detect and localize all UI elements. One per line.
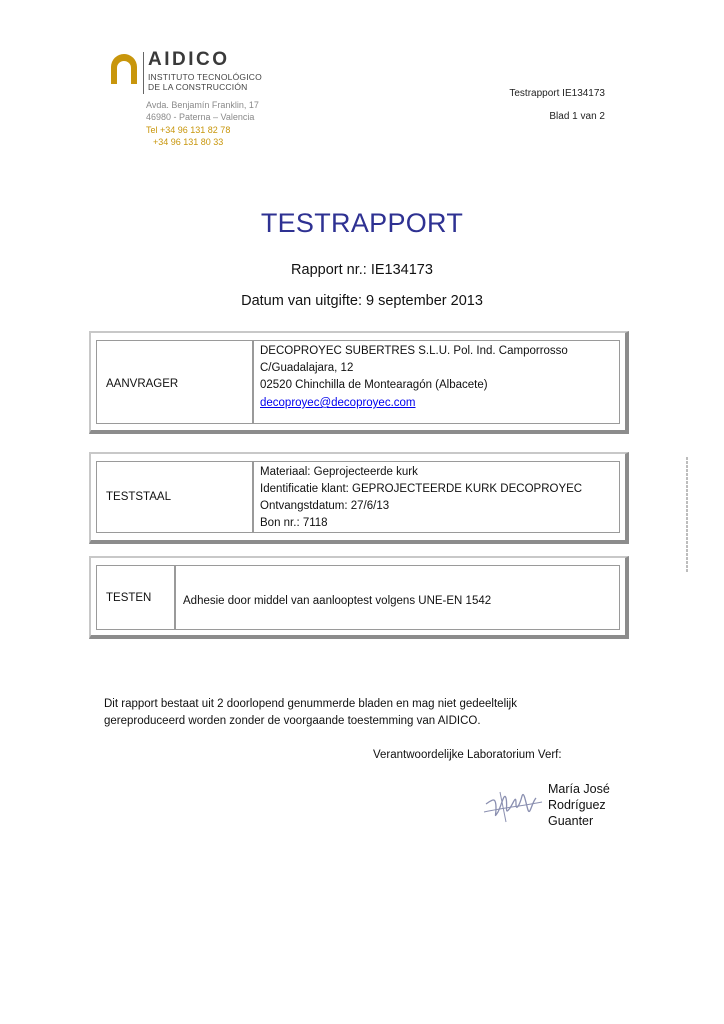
- testen-value: Adhesie door middel van aanlooptest volgens UNE-EN 1542: [183, 595, 492, 607]
- aanvrager-value-cell: [253, 340, 620, 424]
- disclaimer-line-1: Dit rapport bestaat uit 2 doorlopend genummerde bladen en mag niet gedeeltelijk: [104, 698, 517, 710]
- document-title: TESTRAPPORT: [260, 208, 464, 238]
- report-number: Rapport nr.: IE134173: [291, 262, 433, 278]
- teststaal-client-id: Identificatie klant: GEPROJECTEERDE KURK DECOPROYEC: [260, 483, 583, 495]
- signatory-surname-2: Guanter: [548, 814, 594, 828]
- aidico-arch-icon: [109, 54, 139, 84]
- logo-divider: [143, 52, 144, 94]
- teststaal-material: Materiaal: Geprojecteerde kurk: [260, 466, 418, 478]
- vertical-margin-note: [683, 455, 691, 575]
- signatory-surname-1: Rodríguez: [548, 798, 606, 812]
- signatory-first-name: María José: [548, 782, 610, 796]
- aanvrager-label-cell: [96, 340, 253, 424]
- logo-subtitle-1: INSTITUTO TECNOLÓGICO: [148, 72, 262, 82]
- teststaal-receipt-date: Ontvangstdatum: 27/6/13: [260, 500, 390, 512]
- testen-value-cell: [175, 565, 620, 630]
- telephone-2: +34 96 131 80 33: [153, 137, 224, 147]
- address-line-1: Avda. Benjamín Franklin, 17: [146, 100, 259, 110]
- aanvrager-line-2: C/Guadalajara, 12: [260, 362, 354, 374]
- aanvrager-label: AANVRAGER: [106, 378, 179, 390]
- teststaal-label: TESTSTAAL: [106, 491, 171, 503]
- teststaal-value-cell: [253, 461, 620, 533]
- lab-responsible-label: Verantwoordelijke Laboratorium Verf:: [373, 749, 562, 761]
- disclaimer-line-2: gereproduceerd worden zonder de voorgaande toestemming van AIDICO.: [104, 715, 481, 727]
- issue-date: Datum van uitgifte: 9 september 2013: [241, 293, 483, 309]
- handwritten-signature: [482, 782, 544, 828]
- aanvrager-section: [89, 331, 629, 434]
- teststaal-order-number: Bon nr.: 7118: [260, 517, 328, 529]
- aanvrager-email-link[interactable]: decoproyec@decoproyec.com: [260, 397, 416, 409]
- telephone-1: Tel +34 96 131 82 78: [146, 125, 231, 135]
- aanvrager-line-3: 02520 Chinchilla de Montearagón (Albacete): [260, 379, 488, 391]
- testen-section: [89, 556, 629, 639]
- teststaal-label-cell: [96, 461, 253, 533]
- report-reference: Testrapport IE134173: [509, 88, 605, 99]
- teststaal-section: [89, 452, 629, 544]
- testen-label: TESTEN: [106, 592, 152, 604]
- address-line-2: 46980 - Paterna – Valencia: [146, 112, 255, 122]
- logo-subtitle-2: DE LA CONSTRUCCIÓN: [148, 82, 248, 92]
- page-number: Blad 1 van 2: [549, 111, 605, 122]
- logo-name: AIDICO: [148, 49, 230, 70]
- testen-label-cell: [96, 565, 175, 630]
- aanvrager-line-1: DECOPROYEC SUBERTRES S.L.U. Pol. Ind. Camporrosso: [260, 345, 568, 357]
